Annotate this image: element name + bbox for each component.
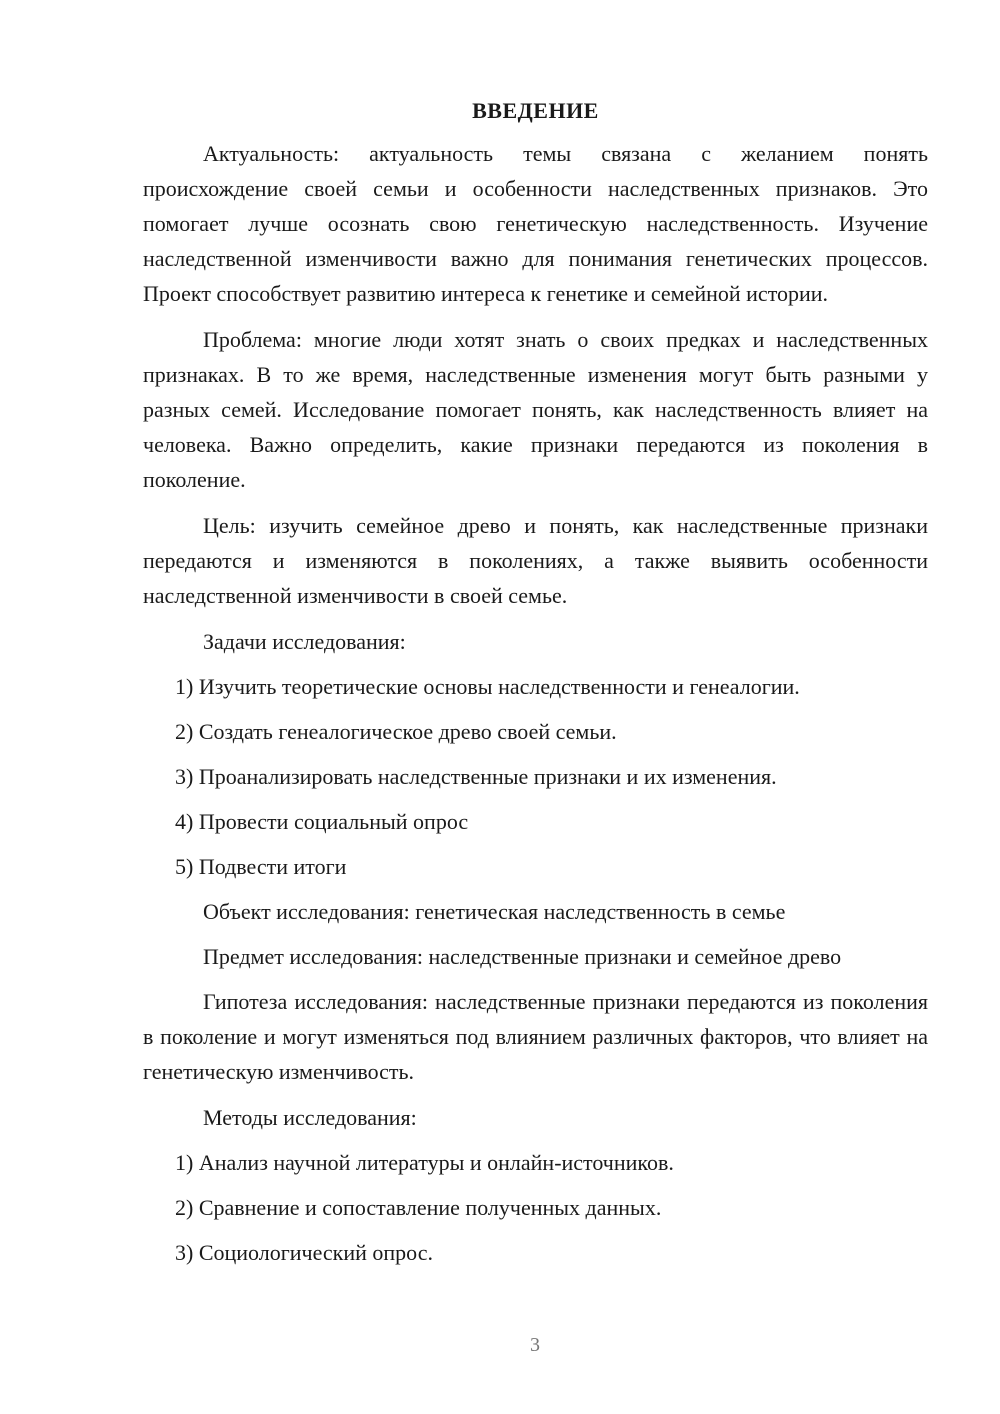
- page-number: 3: [530, 1334, 540, 1356]
- relevance-paragraph: Актуальность: актуальность темы связана с желанием понять происхождение своей семьи и особенности наследственных признаков. Это помогает лучше осознать свою генетическую наследственность. Изучение наследственной изменчивости важно для понимания генетических процессов. Проект способствует развитию интереса к генетике и семейной истории.: [143, 141, 928, 306]
- list-item: 3) Проанализировать наследственные признаки и их изменения.: [175, 764, 777, 789]
- list-item: 2) Создать генеалогическое древо своей семьи.: [175, 719, 617, 744]
- list-item: 3) Социологический опрос.: [175, 1240, 433, 1265]
- object-line: Объект исследования: генетическая наследственность в семье: [203, 899, 786, 924]
- tasks-heading: Задачи исследования:: [203, 629, 406, 654]
- tasks-list: [143, 669, 928, 884]
- problem-paragraph: Проблема: многие люди хотят знать о своих предках и наследственных признаках. В то же время, наследственные изменения могут быть разными у разных семей. Исследование помогает понять, как наследственность влияет на человека. Важно определить, какие признаки передаются из поколения в поколение.: [143, 327, 928, 492]
- list-item: 5) Подвести итоги: [175, 854, 347, 879]
- goal-paragraph: Цель: изучить семейное древо и понять, как наследственные признаки передаются и изменяются в поколениях, а также выявить особенности наследственной изменчивости в своей семье.: [143, 513, 928, 608]
- page-content: [143, 96, 928, 1280]
- list-item: 4) Провести социальный опрос: [175, 809, 469, 834]
- hypothesis-paragraph: Гипотеза исследования: наследственные признаки передаются из поколения в поколение и могут изменяться под влиянием различных факторов, что влияет на генетическую изменчивость.: [143, 989, 928, 1084]
- list-item: 1) Анализ научной литературы и онлайн-источников.: [175, 1150, 674, 1175]
- section-title: ВВЕДЕНИЕ: [472, 98, 599, 123]
- list-item: 1) Изучить теоретические основы наследственности и генеалогии.: [175, 674, 800, 699]
- list-item: 2) Сравнение и сопоставление полученных данных.: [175, 1195, 662, 1220]
- subject-line: Предмет исследования: наследственные признаки и семейное древо: [203, 944, 842, 969]
- methods-heading: Методы исследования:: [203, 1105, 417, 1130]
- methods-list: [143, 1145, 928, 1270]
